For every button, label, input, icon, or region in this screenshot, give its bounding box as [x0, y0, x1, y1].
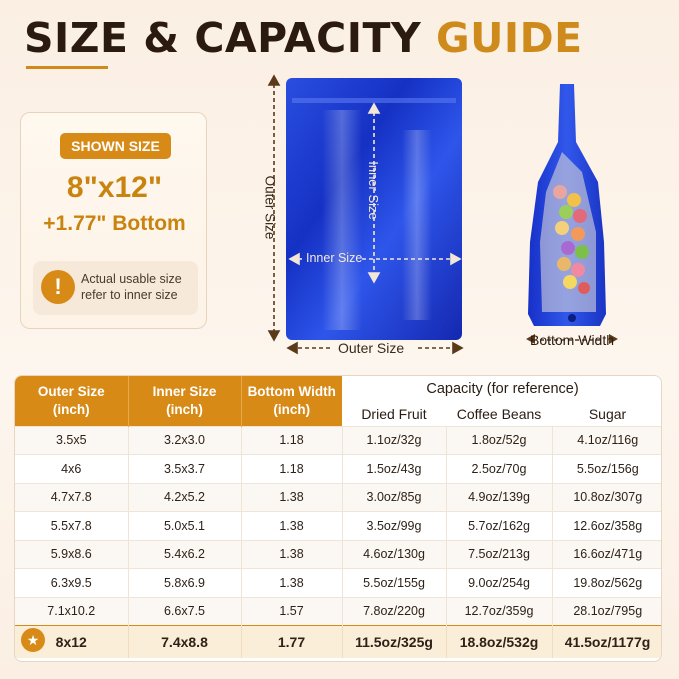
table-cell: 5.9x8.6: [15, 540, 128, 569]
table-cell: 4.7x7.8: [15, 483, 128, 512]
table-cell: 19.8oz/562g: [552, 569, 662, 598]
table-cell: 1.38: [241, 512, 342, 541]
table-cell: 5.5x7.8: [15, 512, 128, 541]
header-dried-fruit: Dried Fruit: [342, 402, 446, 426]
highlight-cell: 1.77: [241, 626, 342, 658]
shown-size-card: [20, 112, 207, 329]
table-row: [15, 483, 662, 512]
table-cell: 5.4x6.2: [128, 540, 241, 569]
table-row: [15, 597, 662, 626]
table-cell: 1.1oz/32g: [342, 426, 446, 455]
table-cell: 1.57: [241, 597, 342, 626]
table-cell: 1.18: [241, 426, 342, 455]
table-cell: 6.3x9.5: [15, 569, 128, 598]
title-part-2: GUIDE: [435, 14, 583, 62]
table-cell: 3.5x5: [15, 426, 128, 455]
title-part-1: SIZE & CAPACITY: [24, 14, 436, 62]
page-title: [24, 14, 583, 62]
table-row: [15, 540, 662, 569]
table-cell: 3.5x3.7: [128, 455, 241, 484]
table-cell: 5.7oz/162g: [446, 512, 552, 541]
table-cell: 1.38: [241, 569, 342, 598]
usable-size-note: [33, 261, 198, 315]
table-cell: 1.38: [241, 483, 342, 512]
header-outer-size: Outer Size (inch): [15, 376, 128, 426]
table-cell: 5.0x5.1: [128, 512, 241, 541]
table-cell: 4.6oz/130g: [342, 540, 446, 569]
highlight-cell: 18.8oz/532g: [446, 626, 552, 658]
shown-size-badge: SHOWN SIZE: [60, 133, 171, 159]
header-capacity: Capacity (for reference): [342, 376, 662, 402]
highlight-row: [15, 626, 662, 658]
table-cell: 1.8oz/52g: [446, 426, 552, 455]
highlight-cell: 11.5oz/325g: [342, 626, 446, 658]
shown-size-value: 8"x12": [66, 171, 163, 204]
header-sugar: Sugar: [552, 402, 662, 426]
table-row: [15, 455, 662, 484]
table-row: [15, 512, 662, 541]
table-cell: 12.7oz/359g: [446, 597, 552, 626]
table-cell: 2.5oz/70g: [446, 455, 552, 484]
inner-size-vertical-label: Inner Size: [365, 161, 381, 220]
bottom-width-label: Bottom Width: [529, 332, 615, 348]
header-inner-size: Inner Size (inch): [128, 376, 241, 426]
header-bottom-width: Bottom Width (inch): [241, 376, 342, 426]
table-cell: 3.0oz/85g: [342, 483, 446, 512]
highlight-cell: 41.5oz/1177g: [552, 626, 662, 658]
size-capacity-table: [14, 375, 662, 662]
table-cell: 28.1oz/795g: [552, 597, 662, 626]
highlight-cell: 7.4x8.8: [128, 626, 241, 658]
table-cell: 4.1oz/116g: [552, 426, 662, 455]
table-cell: 6.6x7.5: [128, 597, 241, 626]
outer-size-horizontal-label: Outer Size: [338, 340, 405, 356]
inner-size-horizontal-label: Inner Size: [306, 251, 363, 265]
table-cell: 7.1x10.2: [15, 597, 128, 626]
table-cell: 5.8x6.9: [128, 569, 241, 598]
table-cell: 5.5oz/155g: [342, 569, 446, 598]
exclamation-icon: !: [41, 270, 75, 304]
outer-size-vertical-label: Outer Size: [262, 175, 278, 240]
pouch-diagram: [262, 70, 477, 370]
table-cell: 1.5oz/43g: [342, 455, 446, 484]
table-cell: 4x6: [15, 455, 128, 484]
table-cell: 4.9oz/139g: [446, 483, 552, 512]
table-cell: 9.0oz/254g: [446, 569, 552, 598]
table-cell: 3.2x3.0: [128, 426, 241, 455]
side-pouch: [522, 82, 622, 342]
table-cell: 5.5oz/156g: [552, 455, 662, 484]
table-row: [15, 426, 662, 455]
highlight-cell: 8x12: [15, 626, 128, 658]
header-coffee-beans: Coffee Beans: [446, 402, 552, 426]
table-cell: 4.2x5.2: [128, 483, 241, 512]
table-cell: 1.38: [241, 540, 342, 569]
star-icon: ★: [21, 628, 45, 652]
shown-size-bottom: +1.77" Bottom: [43, 212, 186, 235]
table-cell: 16.6oz/471g: [552, 540, 662, 569]
title-underline: [26, 66, 108, 69]
table-row: [15, 569, 662, 598]
usable-size-note-text: Actual usable size refer to inner size: [81, 272, 182, 302]
table-cell: 1.18: [241, 455, 342, 484]
table-cell: 3.5oz/99g: [342, 512, 446, 541]
table-cell: 10.8oz/307g: [552, 483, 662, 512]
table-cell: 7.5oz/213g: [446, 540, 552, 569]
table-cell: 12.6oz/358g: [552, 512, 662, 541]
table-cell: 7.8oz/220g: [342, 597, 446, 626]
